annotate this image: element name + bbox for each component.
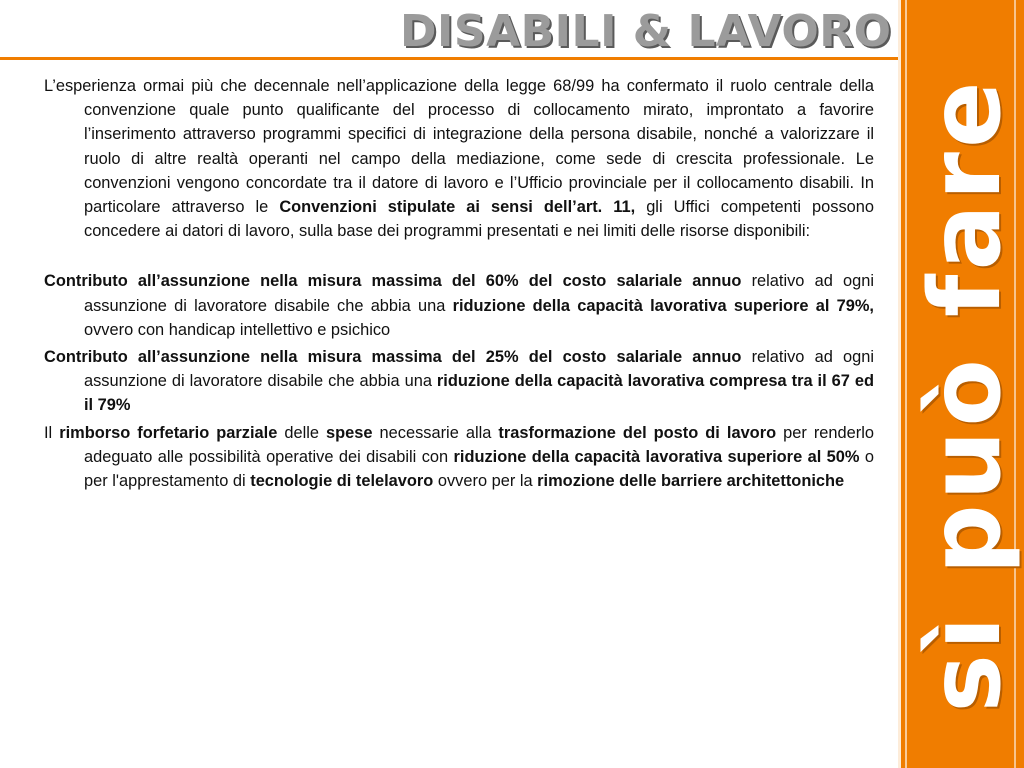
item-bold: Contributo all’assunzione nella misura massima del 60% del costo salariale annuo — [44, 272, 742, 291]
list-item — [44, 269, 874, 342]
item-text: necessarie alla — [372, 423, 499, 442]
intro-text: L’esperienza ormai più che decennale nell’applicazione della legge 68/99 ha confermato il ruolo centrale della convenzione quale punto qualificante del processo di collocamento mirato, improntato a favorire l’inserimento attraverso programmi specifici di integrazione della persona disabile, nonché a valorizzare il ruolo di altre realtà operanti nel campo della mediazione, come sede di crescita professionale. Le convenzioni vengono concordate tra il datore di lavoro e l’Ufficio provinciale per il collocamento disabili. In particolare attraverso le — [44, 77, 874, 217]
item-bold: trasformazione del posto di lavoro — [498, 423, 777, 442]
banner-edge-line — [898, 0, 901, 768]
item-bold: riduzione della capacità lavorativa superiore al 50% — [453, 447, 860, 466]
list-item — [44, 345, 874, 418]
intro-paragraph — [44, 74, 874, 243]
item-bold: tecnologie di telelavoro — [250, 472, 434, 491]
banner-edge-line — [905, 0, 907, 768]
item-text: Il — [44, 423, 60, 442]
item-text: ovvero per la — [433, 472, 538, 491]
item-text: relativo ad ogni assunzione di lavoratore disabile che abbia una — [84, 348, 874, 391]
page-title: DISABILI & LAVORO — [400, 6, 892, 57]
item-bold: rimozione delle barriere architettoniche — [537, 472, 845, 491]
slide-body — [44, 74, 874, 496]
item-bold: rimborso forfetario parziale — [59, 423, 278, 442]
item-text: per renderlo adeguato alle possibilità operative dei disabili con — [84, 423, 874, 466]
item-text: relativo ad ogni assunzione di lavoratore disabile che abbia una — [84, 272, 874, 315]
list-item — [44, 421, 874, 494]
intro-text: gli Uffici competenti possono concedere ai datori di lavoro, sulla base dei programmi presentati e nei limiti delle risorse disponibili: — [84, 198, 875, 241]
item-bold: riduzione della capacità lavorativa superiore al 79%, — [452, 296, 874, 315]
item-bold: riduzione della capacità lavorativa compresa tra il 67 ed il 79% — [84, 372, 874, 415]
item-text: delle — [277, 423, 327, 442]
header-divider — [0, 57, 900, 60]
item-bold: Contributo all’assunzione nella misura massima del 25% del costo salariale annuo — [44, 348, 742, 367]
item-text: o per l'apprestamento di — [84, 447, 874, 491]
item-bold: spese — [326, 423, 373, 442]
side-banner-slogan: sì può fare — [909, 77, 1023, 713]
intro-bold: Convenzioni stipulate ai sensi dell’art. 11, — [279, 198, 636, 217]
item-text: ovvero con handicap intellettivo e psichico — [84, 320, 391, 339]
